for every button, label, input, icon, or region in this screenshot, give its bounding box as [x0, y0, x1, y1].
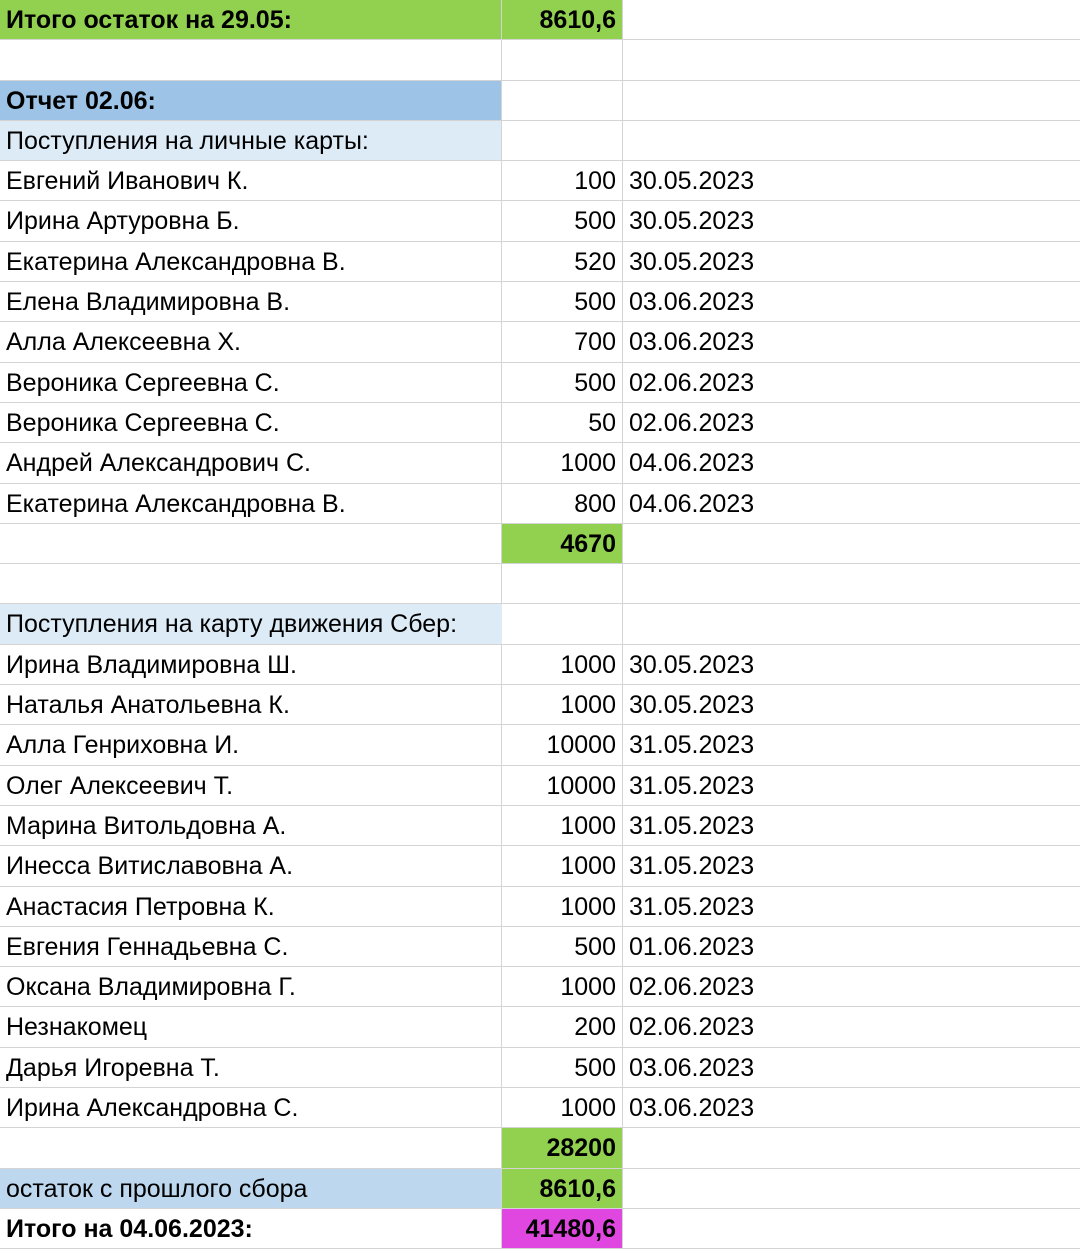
donation-amount[interactable]: 1000 [502, 846, 623, 886]
donor-name[interactable]: Ирина Александровна С. [0, 1088, 502, 1128]
empty-cell[interactable] [0, 1128, 502, 1168]
carryover-label[interactable]: остаток с прошлого сбора [0, 1169, 502, 1209]
donation-date[interactable]: 31.05.2023 [623, 806, 1080, 846]
donation-amount[interactable]: 500 [502, 1048, 623, 1088]
donation-date[interactable]: 03.06.2023 [623, 282, 1080, 322]
donor-name[interactable]: Дарья Игоревна Т. [0, 1048, 502, 1088]
table-row [0, 685, 1080, 725]
table-row [0, 282, 1080, 322]
table-row [0, 806, 1080, 846]
table-row [0, 927, 1080, 967]
donation-amount[interactable]: 1000 [502, 645, 623, 685]
donor-name[interactable]: Оксана Владимировна Г. [0, 967, 502, 1007]
empty-cell[interactable] [0, 524, 502, 564]
donor-name[interactable]: Вероника Сергеевна С. [0, 403, 502, 443]
empty-cell[interactable] [502, 564, 623, 604]
donor-name[interactable]: Инесса Витиславовна А. [0, 846, 502, 886]
donation-amount[interactable]: 200 [502, 1007, 623, 1047]
carryover-value[interactable]: 8610,6 [502, 1169, 623, 1209]
section2-title-row [0, 604, 1080, 644]
section1-total[interactable]: 4670 [502, 524, 623, 564]
donation-amount[interactable]: 1000 [502, 443, 623, 483]
donor-name[interactable]: Ирина Артуровна Б. [0, 201, 502, 241]
donation-date[interactable]: 31.05.2023 [623, 846, 1080, 886]
table-row [0, 967, 1080, 1007]
grand-total-value[interactable]: 41480,6 [502, 1209, 623, 1249]
donor-name[interactable]: Анастасия Петровна К. [0, 887, 502, 927]
donation-amount[interactable]: 500 [502, 363, 623, 403]
table-row [0, 887, 1080, 927]
donation-amount[interactable]: 500 [502, 282, 623, 322]
donor-name[interactable]: Ирина Владимировна Ш. [0, 645, 502, 685]
empty-cell[interactable] [502, 81, 623, 121]
carryover-row [0, 1169, 1080, 1209]
donation-date[interactable]: 03.06.2023 [623, 1048, 1080, 1088]
donor-name[interactable]: Незнакомец [0, 1007, 502, 1047]
empty-cell[interactable] [502, 40, 623, 80]
section1-title[interactable]: Поступления на личные карты: [0, 121, 502, 161]
empty-cell[interactable] [623, 604, 1080, 644]
donor-name[interactable]: Алла Генриховна И. [0, 725, 502, 765]
report-title[interactable]: Отчет 02.06: [0, 81, 502, 121]
donation-date[interactable]: 02.06.2023 [623, 403, 1080, 443]
donation-date[interactable]: 01.06.2023 [623, 927, 1080, 967]
donation-date[interactable]: 30.05.2023 [623, 645, 1080, 685]
donor-name[interactable]: Екатерина Александровна В. [0, 242, 502, 282]
empty-cell[interactable] [623, 1169, 1080, 1209]
donation-amount[interactable]: 1000 [502, 806, 623, 846]
donation-amount[interactable]: 500 [502, 201, 623, 241]
donor-name[interactable]: Евгения Геннадьевна С. [0, 927, 502, 967]
table-row [0, 645, 1080, 685]
empty-cell[interactable] [623, 81, 1080, 121]
section2-total-row [0, 1128, 1080, 1168]
table-row [0, 322, 1080, 362]
donation-date[interactable]: 04.06.2023 [623, 484, 1080, 524]
donor-name[interactable]: Екатерина Александровна В. [0, 484, 502, 524]
donor-name[interactable]: Андрей Александрович С. [0, 443, 502, 483]
table-row [0, 484, 1080, 524]
donation-date[interactable]: 30.05.2023 [623, 161, 1080, 201]
donor-name[interactable]: Олег Алексеевич Т. [0, 766, 502, 806]
table-row [0, 201, 1080, 241]
table-row [0, 242, 1080, 282]
donation-amount[interactable]: 520 [502, 242, 623, 282]
donation-amount[interactable]: 700 [502, 322, 623, 362]
blank-row [0, 40, 1080, 80]
donor-name[interactable]: Елена Владимировна В. [0, 282, 502, 322]
empty-cell[interactable] [0, 40, 502, 80]
donation-amount[interactable]: 100 [502, 161, 623, 201]
table-row [0, 766, 1080, 806]
table-row [0, 725, 1080, 765]
table-row [0, 443, 1080, 483]
table-row [0, 1088, 1080, 1128]
empty-cell[interactable] [502, 604, 623, 644]
donor-name[interactable]: Марина Витольдовна А. [0, 806, 502, 846]
donation-date[interactable]: 31.05.2023 [623, 766, 1080, 806]
summary-top-value[interactable]: 8610,6 [502, 0, 623, 40]
donation-amount[interactable]: 1000 [502, 967, 623, 1007]
section1-total-row [0, 524, 1080, 564]
donation-amount[interactable]: 10000 [502, 725, 623, 765]
table-row [0, 363, 1080, 403]
empty-cell[interactable] [623, 1209, 1080, 1249]
table-row [0, 161, 1080, 201]
donation-amount[interactable]: 1000 [502, 887, 623, 927]
table-row [0, 1007, 1080, 1047]
donation-date[interactable]: 31.05.2023 [623, 887, 1080, 927]
donor-name[interactable]: Вероника Сергеевна С. [0, 363, 502, 403]
donation-date[interactable]: 30.05.2023 [623, 201, 1080, 241]
section2-title[interactable]: Поступления на карту движения Сбер: [0, 604, 502, 644]
donation-date[interactable]: 03.06.2023 [623, 322, 1080, 362]
donation-date[interactable]: 02.06.2023 [623, 1007, 1080, 1047]
empty-cell[interactable] [623, 564, 1080, 604]
donor-name[interactable]: Евгений Иванович К. [0, 161, 502, 201]
donation-date[interactable]: 02.06.2023 [623, 967, 1080, 1007]
empty-cell[interactable] [623, 0, 1080, 40]
donation-date[interactable]: 02.06.2023 [623, 363, 1080, 403]
donation-date[interactable]: 30.05.2023 [623, 242, 1080, 282]
donation-date[interactable]: 03.06.2023 [623, 1088, 1080, 1128]
section1-title-row [0, 121, 1080, 161]
donation-amount[interactable]: 1000 [502, 685, 623, 725]
donation-amount[interactable]: 800 [502, 484, 623, 524]
grand-total-row [0, 1209, 1080, 1249]
donor-name[interactable]: Наталья Анатольевна К. [0, 685, 502, 725]
donation-date[interactable]: 30.05.2023 [623, 685, 1080, 725]
donation-amount[interactable]: 500 [502, 927, 623, 967]
table-row [0, 846, 1080, 886]
donation-amount[interactable]: 50 [502, 403, 623, 443]
summary-top-row [0, 0, 1080, 40]
empty-cell[interactable] [623, 1128, 1080, 1168]
donation-amount[interactable]: 1000 [502, 1088, 623, 1128]
empty-cell[interactable] [502, 121, 623, 161]
blank-row [0, 564, 1080, 604]
table-row [0, 403, 1080, 443]
donation-amount[interactable]: 10000 [502, 766, 623, 806]
summary-top-label[interactable]: Итого остаток на 29.05: [0, 0, 502, 40]
empty-cell[interactable] [623, 524, 1080, 564]
donation-date[interactable]: 31.05.2023 [623, 725, 1080, 765]
donation-date[interactable]: 04.06.2023 [623, 443, 1080, 483]
empty-cell[interactable] [0, 564, 502, 604]
report-title-row [0, 81, 1080, 121]
table-row [0, 1048, 1080, 1088]
empty-cell[interactable] [623, 121, 1080, 161]
empty-cell[interactable] [623, 40, 1080, 80]
grand-total-label[interactable]: Итого на 04.06.2023: [0, 1209, 502, 1249]
donor-name[interactable]: Алла Алексеевна Х. [0, 322, 502, 362]
section2-total[interactable]: 28200 [502, 1128, 623, 1168]
